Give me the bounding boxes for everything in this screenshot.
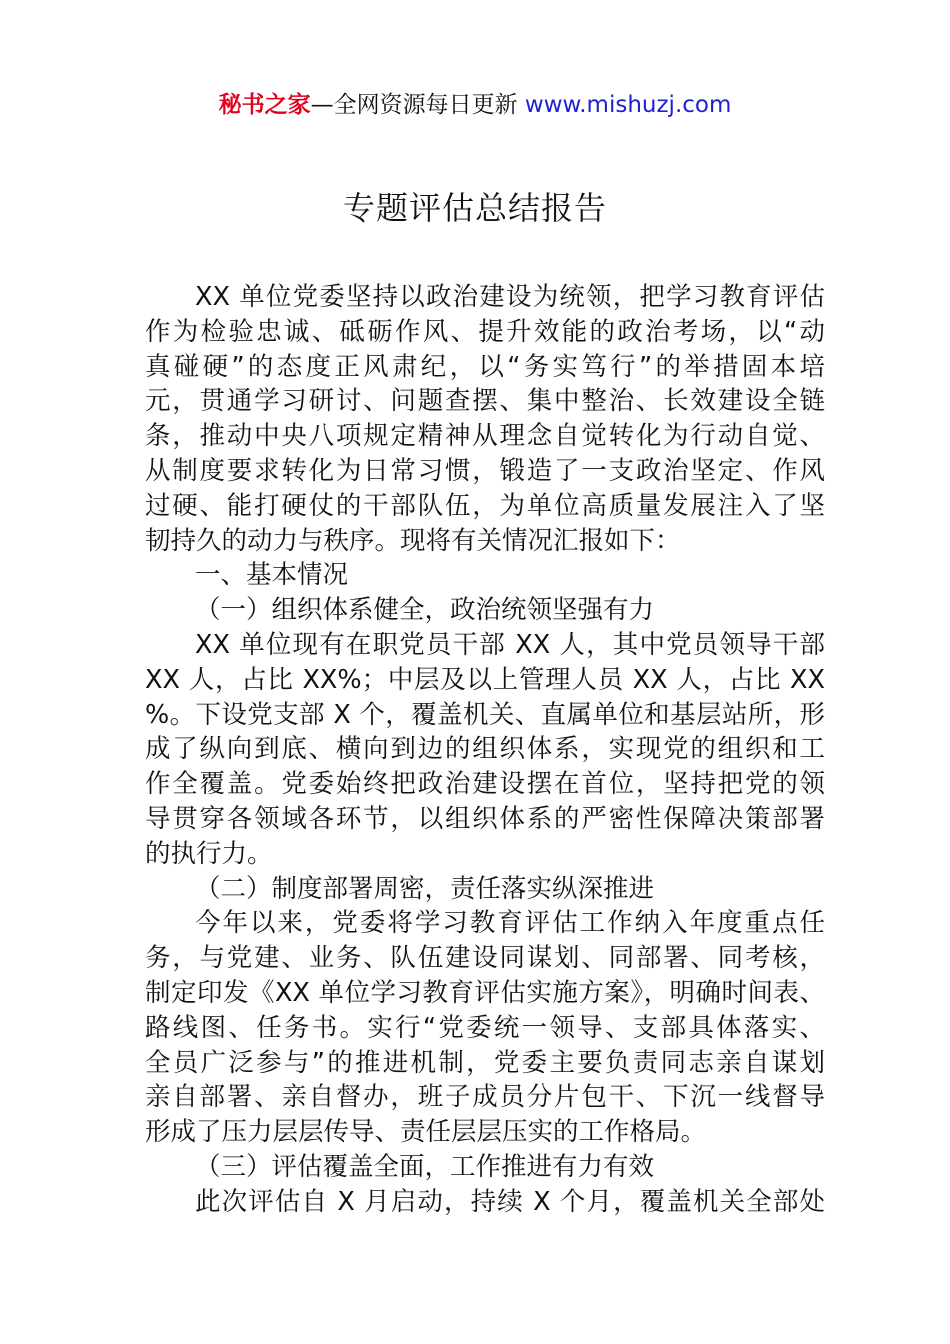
paragraph-line: 作全覆盖。党委始终把政治建设摆在首位，坚持把党的领 [145,769,825,800]
paragraph-line: 成了纵向到底、横向到边的组织体系，实现党的组织和工 [145,734,825,765]
subsection-heading: （一）组织体系健全，政治统领坚强有力 [195,595,655,626]
paragraph-line: 韧持久的动力与秩序。现将有关情况汇报如下： [145,525,681,556]
paragraph-line: 全员广泛参与”的推进机制，党委主要负责同志亲自谋划 [145,1047,825,1078]
paragraph-line: 导贯穿各领域各环节，以组织体系的严密性保障决策部署 [145,803,825,834]
site-header [0,88,950,122]
paragraph-line: 制定印发《XX 单位学习教育评估实施方案》，明确时间表、 [145,977,825,1008]
paragraph-line: 的执行力。 [145,838,273,869]
paragraph-line: 元，贯通学习研讨、问题查摆、集中整治、长效建设全链 [145,386,825,417]
paragraph-line: 从制度要求转化为日常习惯，锻造了一支政治坚定、作风 [145,455,825,486]
paragraph-line: 今年以来，党委将学习教育评估工作纳入年度重点任 [195,908,825,939]
paragraph-line: 路线图、任务书。实行“党委统一领导、支部具体落实、 [145,1012,825,1043]
document-body [145,280,825,1220]
section-heading: 一、基本情况 [195,560,349,591]
paragraph-line: 形成了压力层层传导、责任层层压实的工作格局。 [145,1117,707,1148]
paragraph-line: XX 单位党委坚持以政治建设为统领，把学习教育评估 [195,282,825,312]
subsection-heading: （三）评估覆盖全面，工作推进有力有效 [195,1151,655,1182]
header-tagline: —全网资源每日更新 [310,92,525,118]
paragraph-line: 亲自部署、亲自督办，班子成员分片包干、下沉一线督导 [145,1082,825,1113]
paragraph-line: XX 人，占比 XX%；中层及以上管理人员 XX 人，占比 XX [145,664,825,695]
paragraph-line: XX 单位现有在职党员干部 XX 人，其中党员领导干部 [195,629,825,660]
brand-name: 秘书之家 [218,92,311,118]
paragraph-line: 真碰硬”的态度正风肃纪，以“务实笃行”的举措固本培 [145,351,825,382]
paragraph-line: 务，与党建、业务、队伍建设同谋划、同部署、同考核， [145,943,825,974]
paragraph-line: 过硬、能打硬仗的干部队伍，为单位高质量发展注入了坚 [145,490,825,521]
paragraph-line: 条，推动中央八项规定精神从理念自觉转化为行动自觉、 [145,421,825,452]
paragraph-line: 此次评估自 X 月启动，持续 X 个月，覆盖机关全部处 [195,1186,825,1217]
site-url-link[interactable]: www.mishuzj.com [524,92,732,118]
paragraph-line: 作为检验忠诚、砥砺作风、提升效能的政治考场，以“动 [145,316,825,347]
subsection-heading: （二）制度部署周密，责任落实纵深推进 [195,873,655,904]
paragraph-line: %。下设党支部 X 个，覆盖机关、直属单位和基层站所，形 [145,699,825,730]
document-title: 专题评估总结报告 [342,189,607,227]
